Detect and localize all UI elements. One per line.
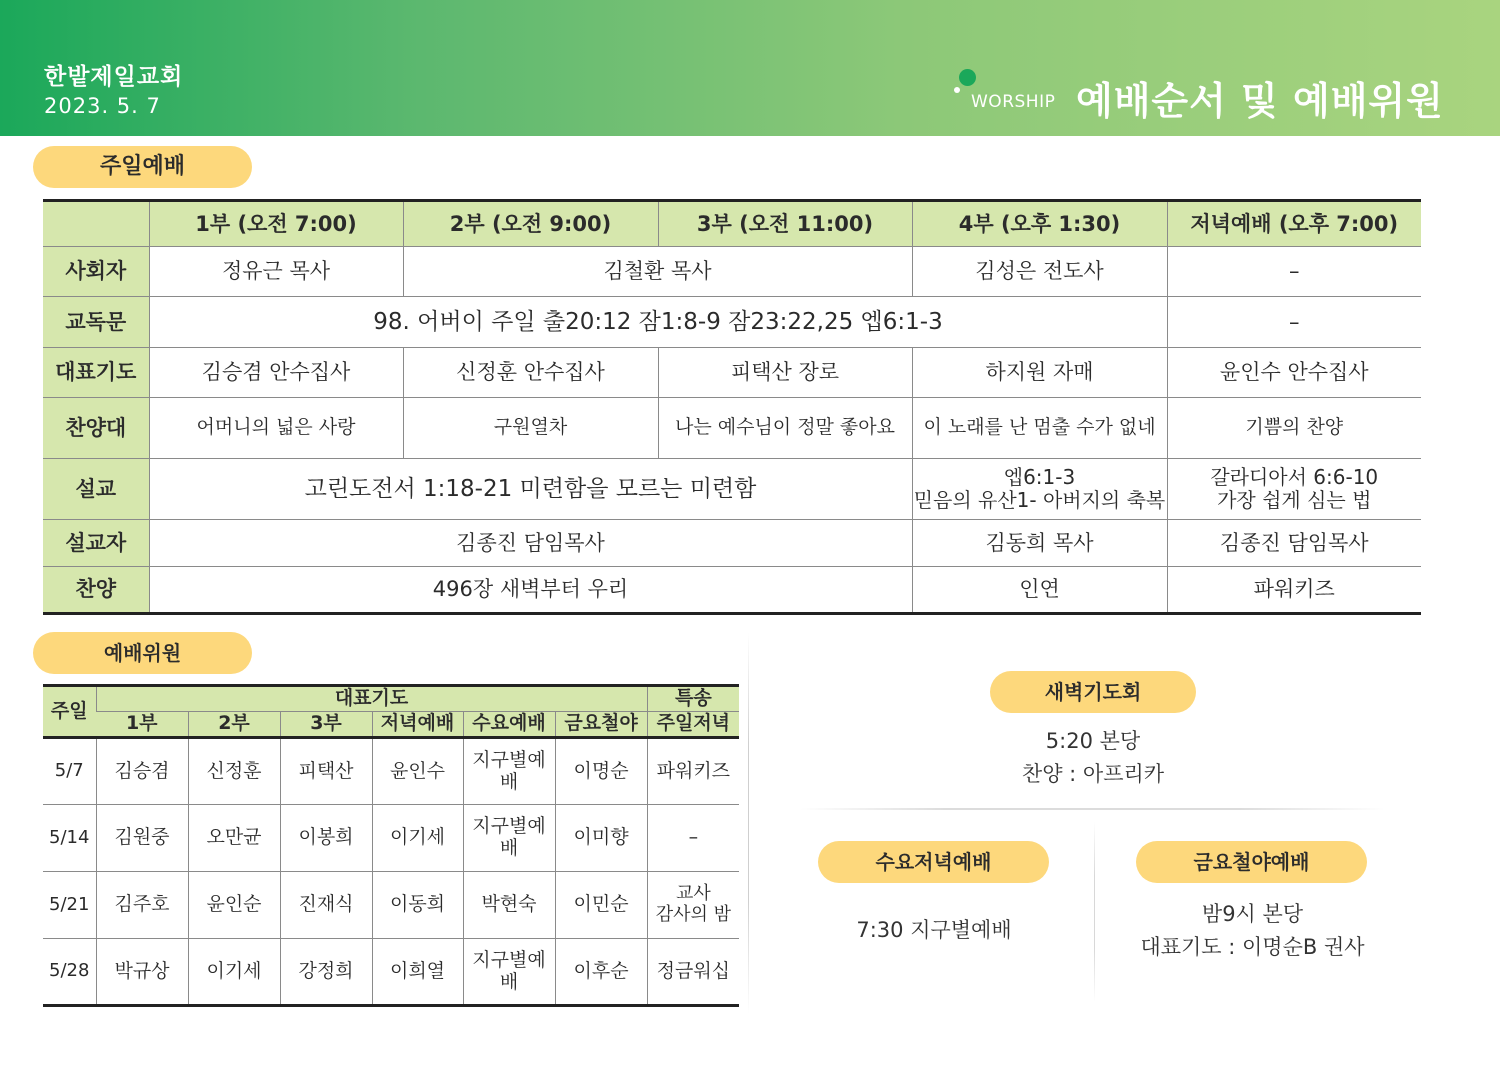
table-row <box>43 297 1421 348</box>
table-cell: 이희열 <box>372 939 463 1006</box>
table-cell: 박규상 <box>96 939 188 1006</box>
column-header: 주일저녁 <box>647 712 739 738</box>
corner-cell <box>43 201 149 247</box>
page-title: 예배순서 및 예배위원 <box>1076 79 1444 123</box>
table-cell: 김성은 전도사 <box>912 247 1167 297</box>
vertical-divider <box>1094 822 1095 1002</box>
table-cell: 피택산 장로 <box>658 348 912 398</box>
table-cell: 피택산 <box>280 738 372 805</box>
date-cell: 5/28 <box>49 960 90 982</box>
table-cell <box>912 459 1167 520</box>
table-cell <box>647 872 739 939</box>
table-cell: 이동희 <box>372 872 463 939</box>
friday-line: 대표기도 : 이명순B 권사 <box>1140 935 1365 959</box>
table-cell: 윤인순 <box>188 872 280 939</box>
table-cell: 어머니의 넓은 사랑 <box>149 398 403 459</box>
sermon-text-line: 갈라디아서 6:6-10 <box>1210 465 1379 489</box>
column-header: 2부 <box>188 712 280 738</box>
row-label: 찬양 <box>43 567 149 614</box>
table-row <box>43 567 1421 614</box>
table-cell: 지구별예배 <box>463 805 555 872</box>
friday-service-info <box>1110 898 1395 964</box>
wednesday-service-info <box>800 914 1068 947</box>
table-row <box>43 348 1421 398</box>
table-cell: 김원중 <box>96 805 188 872</box>
table-cell: 김승겸 <box>96 738 188 805</box>
table-cell: 정금워십 <box>647 939 739 1006</box>
table-cell: 박현숙 <box>463 872 555 939</box>
row-label: 대표기도 <box>43 348 149 398</box>
table-cell: 496장 새벽부터 우리 <box>149 567 912 614</box>
table-cell: 인연 <box>912 567 1167 614</box>
special-line: 감사의 밤 <box>655 904 731 925</box>
row-label: 교독문 <box>43 297 149 348</box>
wednesday-service-heading: 수요저녁예배 <box>818 841 1049 883</box>
white-dot-icon <box>954 87 960 93</box>
table-cell: 지구별예배 <box>463 738 555 805</box>
table-cell: 이기세 <box>188 939 280 1006</box>
table-cell: 98. 어버이 주일 출20:12 잠1:8-9 잠23:22,25 엡6:1-3 <box>149 297 1167 348</box>
table-cell: 고린도전서 1:18-21 미련함을 모르는 미련함 <box>149 459 912 520</box>
table-header-row <box>43 686 739 712</box>
table-cell: 이민순 <box>555 872 647 939</box>
bulletin-date: 2023. 5. 7 <box>44 94 161 118</box>
table-cell: 이명순 <box>555 738 647 805</box>
table-cell: 지구별예배 <box>463 939 555 1006</box>
table-cell: – <box>1167 247 1421 297</box>
column-header: 저녁예배 <box>372 712 463 738</box>
table-cell: 김동희 목사 <box>912 520 1167 567</box>
table-header-row <box>43 201 1421 247</box>
table-cell: 김철환 목사 <box>403 247 912 297</box>
week-header: 주일 <box>43 686 96 738</box>
date-cell: 5/21 <box>43 872 96 939</box>
table-cell: 이 노래를 난 멈출 수가 없네 <box>912 398 1167 459</box>
table-cell: 기쁨의 찬양 <box>1167 398 1421 459</box>
table-cell: 이봉희 <box>280 805 372 872</box>
column-header: 1부 <box>96 712 188 738</box>
table-cell: 나는 예수님이 정말 좋아요 <box>658 398 912 459</box>
column-header: 수요예배 <box>463 712 555 738</box>
row-label: 설교자 <box>43 520 149 567</box>
column-header: 4부 (오후 1:30) <box>912 201 1167 247</box>
table-cell: 신정훈 <box>188 738 280 805</box>
row-label: 사회자 <box>43 247 149 297</box>
column-header: 금요철야 <box>555 712 647 738</box>
church-name: 한밭제일교회 <box>44 64 184 90</box>
table-row <box>43 520 1421 567</box>
table-cell: 강정희 <box>280 939 372 1006</box>
table-row <box>43 805 739 872</box>
column-header: 3부 (오전 11:00) <box>658 201 912 247</box>
date-cell: 5/14 <box>43 805 96 872</box>
table-cell: – <box>1167 297 1421 348</box>
row-label: 찬양대 <box>43 398 149 459</box>
row-label: 설교 <box>43 459 149 520</box>
table-cell: – <box>647 805 739 872</box>
table-cell: 정유근 목사 <box>149 247 403 297</box>
table-row <box>43 459 1421 520</box>
table-row <box>43 738 739 805</box>
column-header: 2부 (오전 9:00) <box>403 201 658 247</box>
table-cell: 이후순 <box>555 939 647 1006</box>
prayer-group-header: 대표기도 <box>96 686 647 712</box>
dawn-prayer-info <box>940 725 1246 791</box>
dawn-prayer-heading: 새벽기도회 <box>990 671 1196 713</box>
sunday-service-heading: 주일예배 <box>33 146 252 188</box>
committee-table <box>43 684 739 1007</box>
table-row <box>43 939 739 1006</box>
dawn-prayer-line: 5:20 본당 <box>1045 729 1141 753</box>
table-cell: 신정훈 안수집사 <box>403 348 658 398</box>
sermon-title-line: 믿음의 유산1- 아버지의 축복 <box>913 488 1166 512</box>
special-group-header: 특송 <box>647 686 739 712</box>
sermon-title-line: 가장 쉽게 심는 법 <box>1217 488 1372 512</box>
horizontal-divider <box>800 808 1385 810</box>
table-row <box>43 247 1421 297</box>
committee-heading: 예배위원 <box>33 632 252 674</box>
sermon-text-line: 엡6:1-3 <box>1003 465 1076 489</box>
wednesday-line: 7:30 지구별예배 <box>856 918 1012 942</box>
section-label-en: WORSHIP <box>971 92 1056 112</box>
sunday-service-table <box>43 199 1421 615</box>
friday-line: 밤9시 본당 <box>1201 902 1304 926</box>
column-header: 저녁예배 (오후 7:00) <box>1167 201 1421 247</box>
table-row <box>43 872 739 939</box>
dawn-prayer-line: 찬양 : 아프리카 <box>1021 762 1165 786</box>
table-cell: 윤인수 <box>372 738 463 805</box>
table-cell <box>1167 459 1421 520</box>
table-cell: 김종진 담임목사 <box>149 520 912 567</box>
table-cell: 오만균 <box>188 805 280 872</box>
table-cell: 김승겸 안수집사 <box>149 348 403 398</box>
table-cell: 파워키즈 <box>647 738 739 805</box>
column-header: 1부 (오전 7:00) <box>149 201 403 247</box>
vertical-divider <box>748 632 749 1014</box>
table-cell: 김종진 담임목사 <box>1167 520 1421 567</box>
friday-service-heading: 금요철야예배 <box>1136 841 1367 883</box>
table-subheader-row <box>43 712 739 738</box>
column-header: 3부 <box>280 712 372 738</box>
table-row <box>43 398 1421 459</box>
green-dot-icon <box>959 69 976 86</box>
table-cell: 이기세 <box>372 805 463 872</box>
table-cell: 이미향 <box>555 805 647 872</box>
table-cell: 윤인수 안수집사 <box>1167 348 1421 398</box>
special-line: 교사 <box>675 883 711 905</box>
table-cell: 진재식 <box>280 872 372 939</box>
date-cell: 5/7 <box>43 738 96 805</box>
table-cell: 구원열차 <box>403 398 658 459</box>
table-cell: 파워키즈 <box>1167 567 1421 614</box>
table-cell: 김주호 <box>96 872 188 939</box>
table-cell: 하지원 자매 <box>912 348 1167 398</box>
header-banner <box>0 0 1500 136</box>
